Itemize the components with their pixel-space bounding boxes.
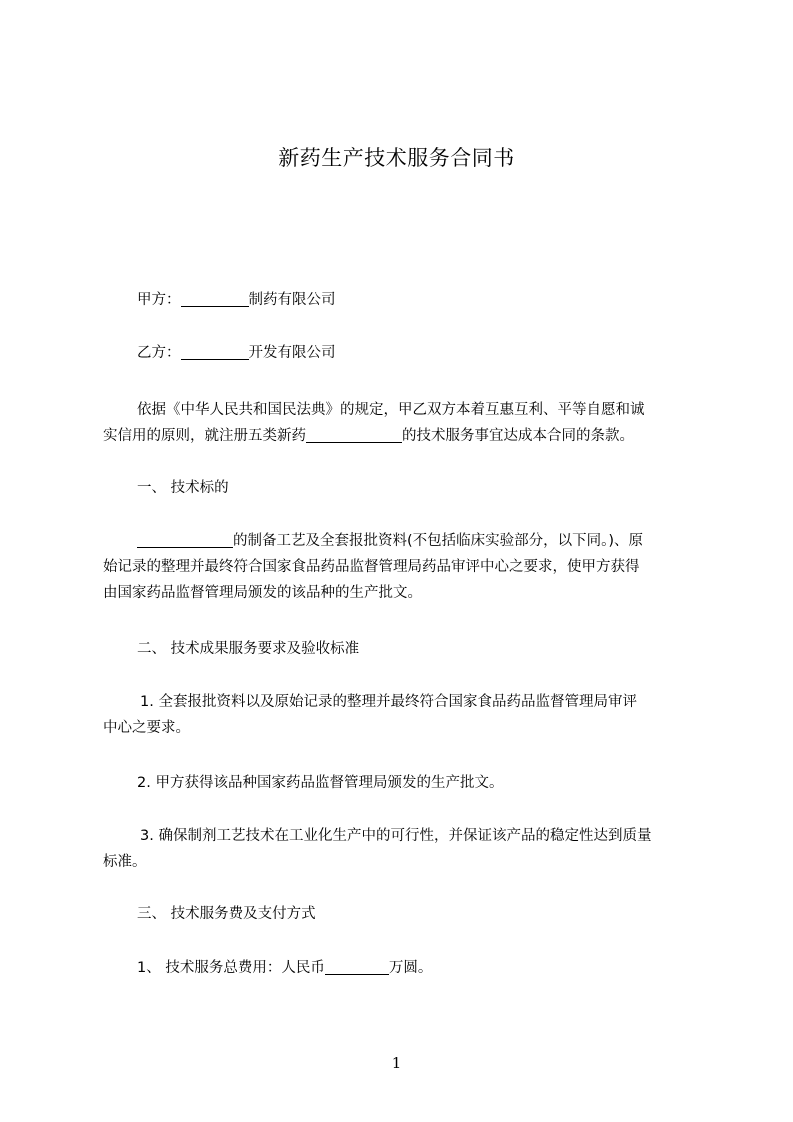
section-2-item-3-line-1: 3. 确保制剂工艺技术在工业化生产中的可行性，并保证该产品的稳定性达到质量 xyxy=(140,828,652,844)
section-2-item-2: 2. 甲方获得该品种国家药品监督管理局颁发的生产批文。 xyxy=(137,775,504,791)
section-1-paragraph xyxy=(103,528,713,606)
fee-amount-blank xyxy=(325,958,389,975)
fee-unit: 万圆。 xyxy=(388,960,433,976)
party-b-blank xyxy=(181,343,249,360)
drug-name-blank xyxy=(306,426,402,443)
party-a-label: 甲方： xyxy=(137,292,181,308)
intro-line-1: 依据《中华人民共和国民法典》的规定，甲乙双方本着互惠互利、平等自愿和诚 xyxy=(137,402,645,418)
party-b-line xyxy=(137,340,336,366)
section-1-line-1 xyxy=(103,528,713,554)
section-3-item-1 xyxy=(137,955,432,981)
section-2-item-1-line-1: 1. 全套报批资料以及原始记录的整理并最终符合国家食品药品监督管理局审评 xyxy=(140,694,637,710)
section-2-item-1-line-2: 中心之要求。 xyxy=(103,720,190,736)
section-1-line-1-post: 的制备工艺及全套报批资料(不包括临床实验部分，以下同。)、原 xyxy=(233,533,644,549)
section-2-item-1 xyxy=(103,689,713,741)
section-1-heading: 一、 技术标的 xyxy=(137,480,229,496)
intro-paragraph xyxy=(103,397,713,449)
fee-label: 1、 技术服务总费用：人民币 xyxy=(137,960,325,976)
intro-line-2-post: 的技术服务事宜达成本合同的条款。 xyxy=(402,428,634,444)
party-b-name: 开发有限公司 xyxy=(248,345,336,361)
section-2-item-3 xyxy=(103,823,713,875)
intro-line-2 xyxy=(103,423,713,449)
party-a-line xyxy=(137,287,336,313)
party-b-label: 乙方： xyxy=(137,345,181,361)
page-number: 1 xyxy=(391,1054,402,1072)
section-1-line-2: 始记录的整理并最终符合国家食品药品监督管理局药品审评中心之要求，使甲方获得 xyxy=(103,559,640,575)
product-blank xyxy=(137,531,233,548)
intro-line-2-pre: 实信用的原则，就注册五类新药 xyxy=(103,428,306,444)
party-a-blank xyxy=(181,290,249,307)
section-2-heading: 二、 技术成果服务要求及验收标准 xyxy=(137,641,360,657)
section-2-item-3-line-2: 标准。 xyxy=(103,854,147,870)
section-3-heading: 三、 技术服务费及支付方式 xyxy=(137,906,316,922)
section-1-line-3: 由国家药品监督管理局颁发的该品种的生产批文。 xyxy=(103,585,422,601)
document-title: 新药生产技术服务合同书 xyxy=(278,146,515,170)
party-a-name: 制药有限公司 xyxy=(248,292,336,308)
